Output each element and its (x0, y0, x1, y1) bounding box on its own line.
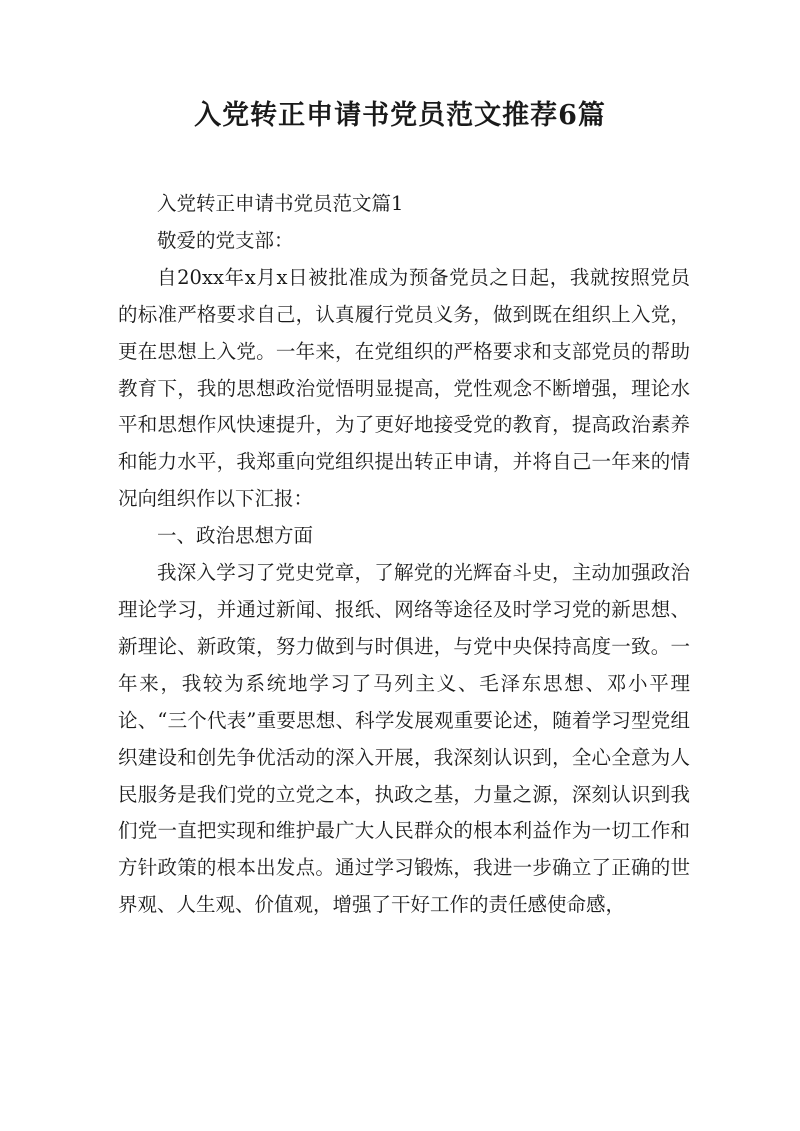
document-title: 入党转正申请书党员范文推荐6篇 (194, 100, 606, 131)
section-heading: 入党转正申请书党员范文篇1 (157, 192, 404, 215)
document-body (118, 186, 690, 924)
subsection-heading: 一、政治思想方面 (157, 524, 314, 548)
salutation: 敬爱的党支部： (157, 228, 294, 252)
body-paragraph: 自20xx年x月x日被批准成为预备党员之日起，我就按照党员的标准严格要求自己，认真履行党员义务，做到既在组织上入党，更在思想上入党。一年来，在党组织的严格要求和支部党员的帮助教育下，我的思想政治觉悟明显提高，党性观念不断增强，理论水平和思想作风快速提升，为了更好地接受党的教育，提高政治素养和能力水平，我郑重向党组织提出转正申请，并将自己一年来的情况向组织作以下汇报： (118, 265, 690, 511)
body-paragraph: 我深入学习了党史党章，了解党的光辉奋斗史，主动加强政治理论学习，并通过新闻、报纸、网络等途径及时学习党的新思想、新理论、新政策，努力做到与时俱进，与党中央保持高度一致。一年来，我较为系统地学习了马列主义、毛泽东思想、邓小平理论、“三个代表”重要思想、科学发展观重要论述，随着学习型党组织建设和创先争优活动的深入开展，我深刻认识到，全心全意为人民服务是我们党的立党之本，执政之基，力量之源，深刻认识到我们党一直把实现和维护最广大人民群众的根本利益作为一切工作和方针政策的根本出发点。通过学习锻炼，我进一步确立了正确的世界观、人生观、价值观，增强了干好工作的责任感使命感， (118, 561, 690, 917)
